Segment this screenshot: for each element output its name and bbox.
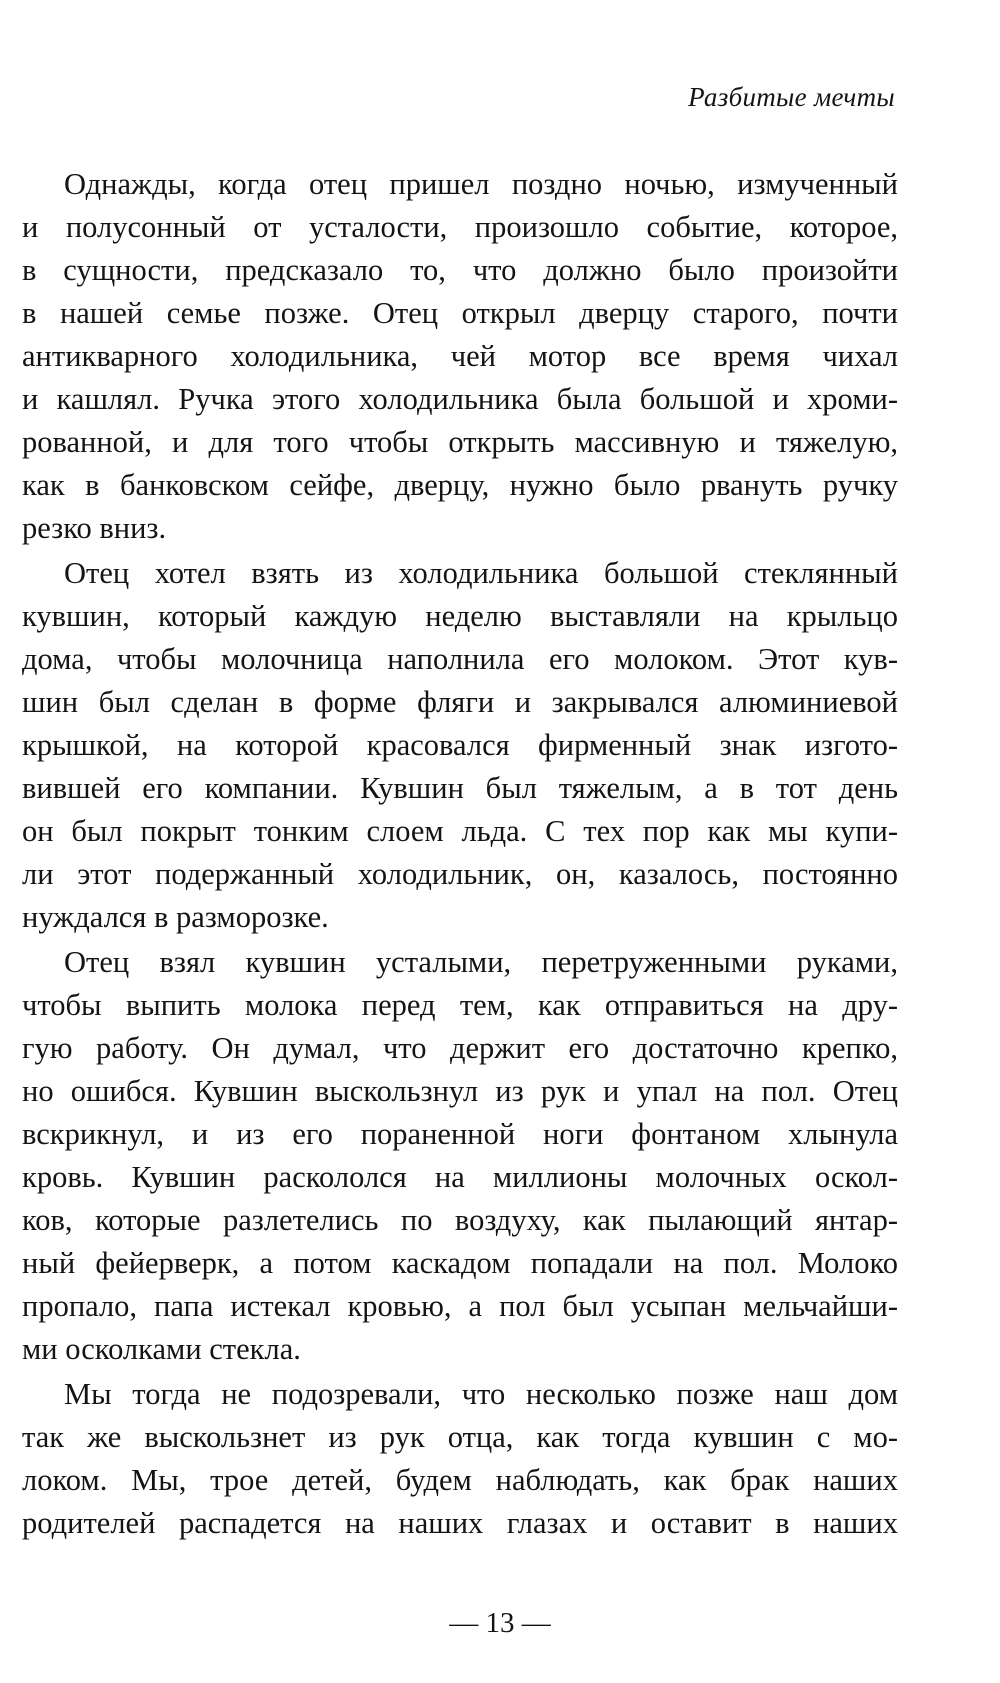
- text-line: и полусонный от усталости, произошло событие, которое,: [22, 210, 898, 244]
- text-line: ми осколками стекла.: [22, 1332, 301, 1366]
- text-line: локом. Мы, трое детей, будем наблюдать, как брак наших: [22, 1463, 898, 1497]
- text-line: дома, чтобы молочница наполнила его молоком. Этот кув-: [22, 642, 898, 676]
- text-line: в сущности, предсказало то, что должно было произойти: [22, 253, 898, 287]
- paragraph-1: [22, 163, 898, 550]
- text-line: кровь. Кувшин раскололся на миллионы молочных оскол-: [22, 1160, 898, 1194]
- text-line: но ошибся. Кувшин выскользнул из рук и упал на пол. Отец: [22, 1074, 898, 1108]
- text-line: антикварного холодильника, чей мотор все время чихал: [22, 339, 898, 373]
- text-line: Мы тогда не подозревали, что несколько позже наш дом: [64, 1377, 898, 1411]
- text-line: вившей его компании. Кувшин был тяжелым, а в тот день: [22, 771, 898, 805]
- body-text: [22, 163, 898, 1545]
- text-line: Отец взял кувшин усталыми, перетруженными руками,: [64, 945, 898, 979]
- text-line: Отец хотел взять из холодильника большой стеклянный: [64, 556, 898, 590]
- paragraph-2: [22, 552, 898, 939]
- text-line: как в банковском сейфе, дверцу, нужно было рвануть ручку: [22, 468, 898, 502]
- text-line: так же выскользнет из рук отца, как тогда кувшин с мо-: [22, 1420, 898, 1454]
- text-line: кувшин, который каждую неделю выставляли на крыльцо: [22, 599, 898, 633]
- text-line: гую работу. Он думал, что держит его достаточно крепко,: [22, 1031, 898, 1065]
- text-line: он был покрыт тонким слоем льда. С тех пор как мы купи-: [22, 814, 898, 848]
- text-line: и кашлял. Ручка этого холодильника была большой и хроми-: [22, 382, 898, 416]
- text-line: рованной, и для того чтобы открыть массивную и тяжелую,: [22, 425, 898, 459]
- text-line: родителей распадется на наших глазах и оставит в наших: [22, 1506, 898, 1540]
- paragraph-3: [22, 941, 898, 1371]
- text-line: пропало, папа истекал кровью, а пол был усыпан мельчайши-: [22, 1289, 898, 1323]
- paragraph-4: [22, 1373, 898, 1545]
- text-line: крышкой, на которой красовался фирменный знак изгото-: [22, 728, 898, 762]
- text-line: в нашей семье позже. Отец открыл дверцу старого, почти: [22, 296, 898, 330]
- text-line: ный фейерверк, а потом каскадом попадали на пол. Молоко: [22, 1246, 898, 1280]
- text-line: резко вниз.: [22, 511, 167, 545]
- text-line: Однажды, когда отец пришел поздно ночью, измученный: [64, 167, 898, 201]
- text-line: вскрикнул, и из его пораненной ноги фонтаном хлынула: [22, 1117, 898, 1151]
- text-line: ли этот подержанный холодильник, он, казалось, постоянно: [22, 857, 898, 891]
- text-line: шин был сделан в форме фляги и закрывался алюминиевой: [22, 685, 898, 719]
- text-line: нуждался в разморозке.: [22, 900, 329, 934]
- running-head: Разбитые мечты: [688, 82, 895, 112]
- text-line: ков, которые разлетелись по воздуху, как пылающий янтар-: [22, 1203, 898, 1237]
- page-number: — 13 —: [449, 1607, 551, 1639]
- text-line: чтобы выпить молока перед тем, как отправиться на дру-: [22, 988, 898, 1022]
